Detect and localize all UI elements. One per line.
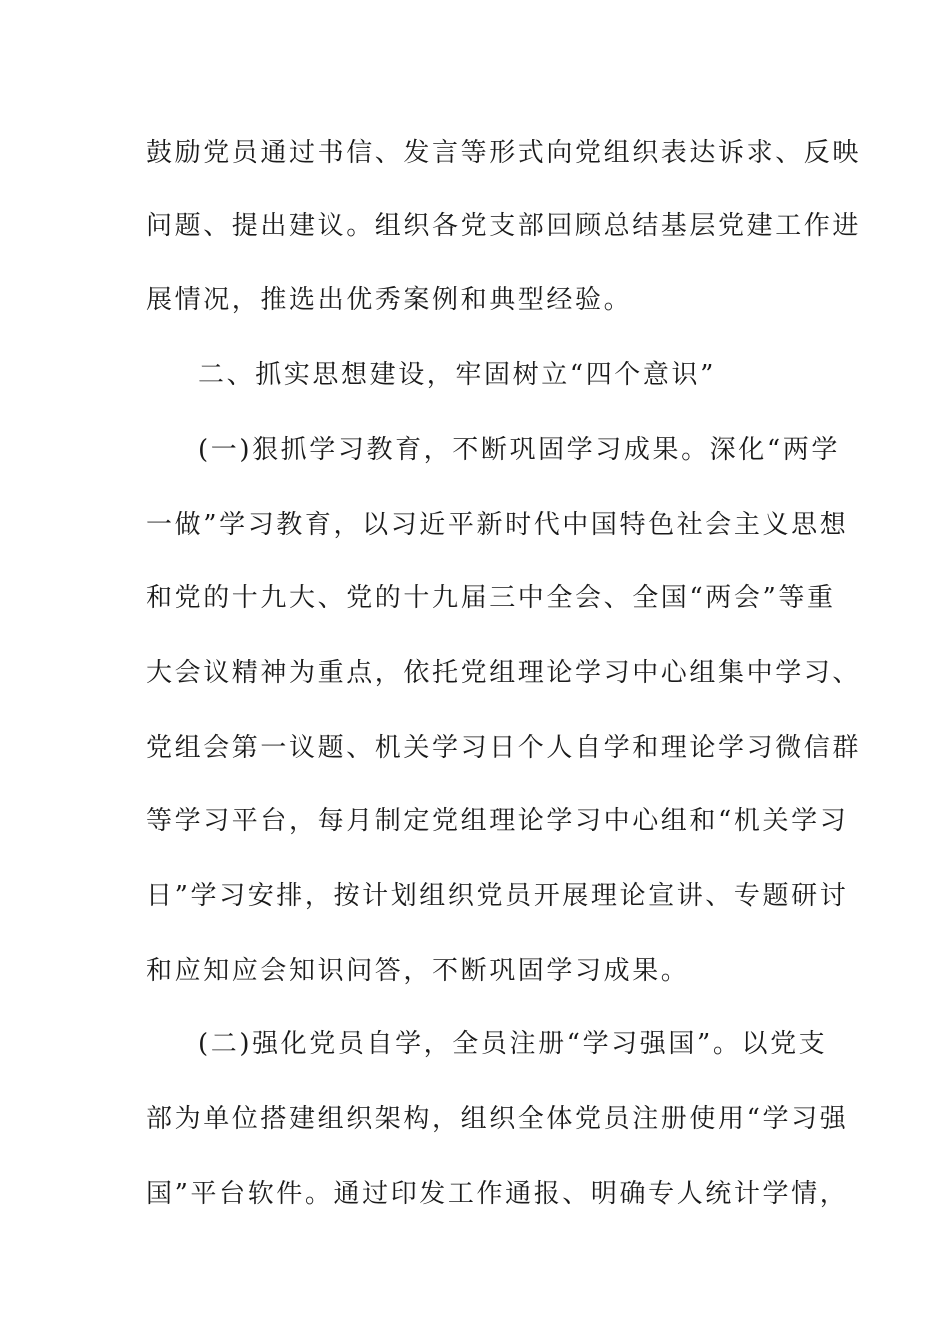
text-line: 问题、提出建议。组织各党支部回顾总结基层党建工作进 — [146, 211, 862, 241]
text-line: 一做”学习教育，以习近平新时代中国特色社会主义思想 — [146, 510, 849, 540]
text-line: 日”学习安排，按计划组织党员开展理论宣讲、专题研讨 — [146, 881, 849, 911]
text-line: 鼓励党员通过书信、发言等形式向党组织表达诉求、反映 — [146, 138, 862, 168]
subsection-line: (二)强化党员自学，全员注册“学习强国”。以党支 — [198, 1029, 828, 1059]
text-line: 大会议精神为重点，依托党组理论学习中心组集中学习、 — [146, 658, 862, 688]
text-line: 党组会第一议题、机关学习日个人自学和理论学习微信群 — [146, 733, 862, 763]
text-line: 国”平台软件。通过印发工作通报、明确专人统计学情， — [146, 1179, 849, 1209]
text-line: 部为单位搭建组织架构，组织全体党员注册使用“学习强 — [146, 1104, 849, 1134]
text-line: 展情况，推选出优秀案例和典型经验。 — [146, 285, 633, 315]
section-heading: 二、抓实思想建设，牢固树立“四个意识” — [198, 360, 716, 390]
text-line: 和应知应会知识问答，不断巩固学习成果。 — [146, 956, 690, 986]
subsection-line: (一)狠抓学习教育，不断巩固学习成果。深化“两学 — [198, 435, 840, 465]
text-line: 和党的十九大、党的十九届三中全会、全国“两会”等重 — [146, 583, 836, 613]
text-line: 等学习平台，每月制定党组理论学习中心组和“机关学习 — [146, 806, 849, 836]
